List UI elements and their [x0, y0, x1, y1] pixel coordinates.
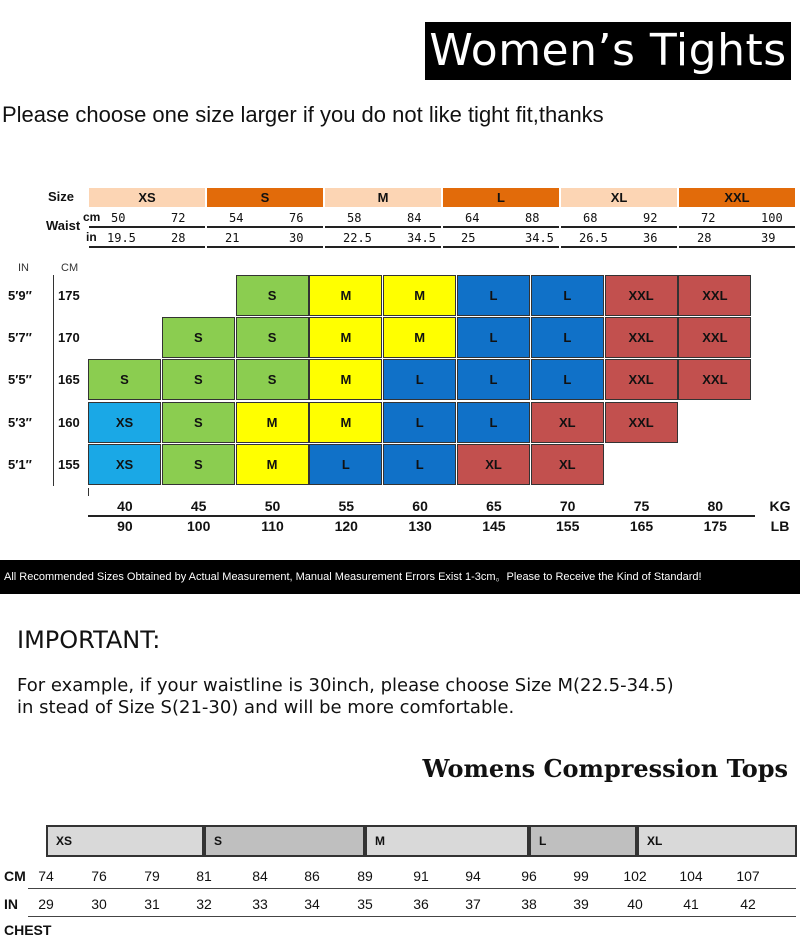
size-cell: L — [531, 275, 604, 316]
weight-lb-label: 155 — [556, 518, 580, 534]
tops-cm-value: 94 — [465, 868, 481, 884]
waist-rule-in — [325, 246, 441, 248]
size-cell: XXL — [605, 275, 678, 316]
tops-in-value: 35 — [357, 896, 373, 912]
weight-kg-label: 80 — [707, 498, 724, 514]
kg-left-line — [88, 488, 89, 496]
size-cell: M — [383, 317, 456, 358]
waist-cm-min: 58 — [347, 211, 362, 225]
waist-rule-cm — [679, 226, 795, 228]
tops-in-value: 30 — [91, 896, 107, 912]
tops-cm-value: 76 — [91, 868, 107, 884]
size-cell: XL — [531, 444, 604, 485]
waist-cm-min: 72 — [701, 211, 716, 225]
weight-lb-label: 120 — [334, 518, 358, 534]
size-cell: XS — [88, 402, 161, 443]
size-header-xxl: XXL — [679, 188, 795, 207]
size-cell: S — [162, 402, 235, 443]
height-in-label: 5′7″ — [8, 330, 32, 346]
cm-label: cm — [83, 210, 101, 224]
waist-rule-cm — [325, 226, 441, 228]
size-cell: XL — [457, 444, 530, 485]
kg-unit: KG — [769, 498, 791, 514]
size-cell: S — [236, 275, 309, 316]
weight-lb-label: 175 — [703, 518, 727, 534]
size-cell: M — [383, 275, 456, 316]
tops-in-value: 33 — [252, 896, 268, 912]
weight-kg-label: 50 — [264, 498, 281, 514]
waist-in-min: 26.5 — [579, 231, 608, 245]
tops-in-value: 37 — [465, 896, 481, 912]
waist-rule-cm — [89, 226, 205, 228]
size-cell: L — [309, 444, 382, 485]
tops-in-value: 41 — [683, 896, 699, 912]
waist-in-min: 28 — [697, 231, 712, 245]
size-cell: XXL — [678, 359, 751, 400]
tops-size-l: L — [529, 825, 637, 857]
size-cell: L — [383, 444, 456, 485]
height-in-label: 5′5″ — [8, 372, 32, 388]
size-cell: XL — [531, 402, 604, 443]
waist-in-min: 22.5 — [343, 231, 372, 245]
tops-chest-label: CHEST — [4, 922, 52, 938]
size-cell: L — [531, 359, 604, 400]
tops-title: Womens Compression Tops — [422, 754, 788, 783]
size-cell: L — [457, 359, 530, 400]
size-cell: M — [309, 275, 382, 316]
size-cell: L — [383, 359, 456, 400]
important-heading: IMPORTANT: — [17, 626, 161, 654]
waist-cm-max: 84 — [407, 211, 422, 225]
tops-in-value: 31 — [144, 896, 160, 912]
tops-in-value: 40 — [627, 896, 643, 912]
size-cell: XXL — [605, 359, 678, 400]
size-cell: L — [383, 402, 456, 443]
size-cell: XXL — [678, 317, 751, 358]
tops-cm-value: 79 — [144, 868, 160, 884]
waist-cm-max: 92 — [643, 211, 658, 225]
weight-kg-label: 65 — [486, 498, 502, 514]
waist-cm-max: 100 — [761, 211, 783, 225]
in-axis-header: IN — [18, 262, 29, 274]
size-cell: S — [88, 359, 161, 400]
height-in-label: 5′3″ — [8, 414, 32, 430]
height-cm-label: 155 — [58, 456, 80, 472]
size-cell: S — [162, 444, 235, 485]
weight-kg-label: 45 — [190, 498, 207, 514]
waist-cm-max: 72 — [171, 211, 186, 225]
tops-cm-value: 89 — [357, 868, 373, 884]
measurement-note: All Recommended Sizes Obtained by Actual Measurement, Manual Measurement Errors Exist 1-3cm。Please to Receive the Kind of Standard! — [0, 560, 800, 594]
weight-rule — [88, 515, 755, 517]
height-cm-label: 165 — [58, 372, 80, 388]
waist-cm-max: 88 — [525, 211, 540, 225]
size-cell: M — [236, 402, 309, 443]
tops-in-value: 32 — [196, 896, 212, 912]
tops-size-xs: XS — [46, 825, 204, 857]
waist-cm-max: 76 — [289, 211, 304, 225]
waist-in-max: 34.5 — [407, 231, 436, 245]
size-cell: XXL — [678, 275, 751, 316]
size-header-s: S — [207, 188, 323, 207]
waist-in-min: 25 — [461, 231, 476, 245]
weight-lb-label: 90 — [117, 518, 133, 534]
size-cell: L — [457, 317, 530, 358]
waist-rule-in — [679, 246, 795, 248]
subtitle: Please choose one size larger if you do not like tight fit,thanks — [2, 102, 604, 127]
height-in-label: 5′9″ — [8, 288, 32, 303]
weight-kg-label: 40 — [117, 498, 133, 514]
height-cm-label: 175 — [58, 288, 80, 303]
waist-in-min: 19.5 — [107, 231, 136, 245]
waist-cm-min: 64 — [465, 211, 480, 225]
tops-rule-2 — [28, 916, 796, 917]
waist-cm-min: 54 — [229, 211, 244, 225]
size-cell: S — [236, 359, 309, 400]
size-cell: L — [457, 275, 530, 316]
tops-cm-value: 81 — [196, 868, 212, 884]
tops-size-s: S — [204, 825, 365, 857]
waist-in-max: 28 — [171, 231, 186, 245]
tops-rule-1 — [28, 888, 796, 889]
waist-rule-in — [443, 246, 559, 248]
size-cell: L — [457, 402, 530, 443]
weight-kg-label: 55 — [338, 498, 355, 514]
size-cell: M — [309, 317, 382, 358]
size-label: Size — [48, 189, 75, 204]
tops-cm-value: 96 — [521, 868, 537, 884]
height-in-label: 5′1″ — [8, 456, 32, 472]
cm-axis-header: CM — [61, 262, 79, 274]
example-line-1: For example, if your waistline is 30inch, please choose Size M(22.5-34.5) — [17, 675, 674, 696]
tops-cm-label: CM — [4, 868, 26, 884]
weight-kg-label: 70 — [559, 498, 576, 514]
waist-rule-in — [207, 246, 323, 248]
size-header-xl: XL — [561, 188, 677, 207]
size-cell: XS — [88, 444, 161, 485]
waist-in-max: 39 — [761, 231, 776, 245]
size-cell: M — [236, 444, 309, 485]
tops-cm-value: 107 — [736, 868, 760, 884]
size-cell: S — [162, 359, 235, 400]
waist-cm-min: 68 — [583, 211, 598, 225]
lb-unit: LB — [770, 518, 790, 534]
size-cell: XXL — [605, 402, 678, 443]
weight-lb-label: 145 — [482, 518, 506, 534]
tops-size-xl: XL — [637, 825, 797, 857]
waist-rule-cm — [561, 226, 677, 228]
waist-in-max: 36 — [643, 231, 658, 245]
size-header-m: M — [325, 188, 441, 207]
weight-kg-label: 60 — [412, 498, 428, 514]
in-label: in — [86, 230, 97, 244]
tops-cm-value: 104 — [679, 868, 703, 884]
size-cell: XXL — [605, 317, 678, 358]
waist-cm-min: 50 — [111, 211, 126, 225]
waist-in-min: 21 — [225, 231, 240, 245]
size-cell: L — [531, 317, 604, 358]
tops-in-value: 39 — [573, 896, 589, 912]
weight-lb-label: 100 — [187, 518, 211, 534]
example-line-2: in stead of Size S(21-30) and will be more comfortable. — [17, 697, 515, 718]
tops-size-m: M — [365, 825, 529, 857]
waist-in-max: 30 — [289, 231, 304, 245]
weight-kg-label: 75 — [633, 498, 650, 514]
height-cm-label: 160 — [58, 414, 80, 430]
weight-lb-label: 130 — [408, 518, 432, 534]
tops-cm-value: 84 — [252, 868, 268, 884]
tops-in-label: IN — [4, 896, 18, 912]
tops-cm-value: 99 — [573, 868, 589, 884]
waist-rule-in — [89, 246, 205, 248]
size-cell: S — [236, 317, 309, 358]
size-header-l: L — [443, 188, 559, 207]
tops-cm-value: 102 — [623, 868, 647, 884]
height-cm-label: 170 — [58, 330, 80, 346]
size-cell: M — [309, 402, 382, 443]
size-header-xs: XS — [89, 188, 205, 207]
waist-rule-cm — [443, 226, 559, 228]
weight-lb-label: 110 — [261, 518, 284, 534]
tops-in-value: 29 — [38, 896, 54, 912]
waist-rule-cm — [207, 226, 323, 228]
waist-label: Waist — [46, 218, 81, 233]
tops-cm-value: 74 — [38, 868, 54, 884]
size-cell: M — [309, 359, 382, 400]
tops-in-value: 38 — [521, 896, 537, 912]
tops-in-value: 34 — [304, 896, 320, 912]
tops-cm-value: 91 — [413, 868, 429, 884]
tops-in-value: 36 — [413, 896, 429, 912]
weight-lb-label: 165 — [629, 518, 654, 534]
waist-in-max: 34.5 — [525, 231, 554, 245]
height-axis-line — [53, 275, 54, 486]
page-title: Women’s Tights — [425, 22, 791, 80]
tops-cm-value: 86 — [304, 868, 320, 884]
waist-rule-in — [561, 246, 677, 248]
size-cell: S — [162, 317, 235, 358]
tops-in-value: 42 — [740, 896, 756, 912]
